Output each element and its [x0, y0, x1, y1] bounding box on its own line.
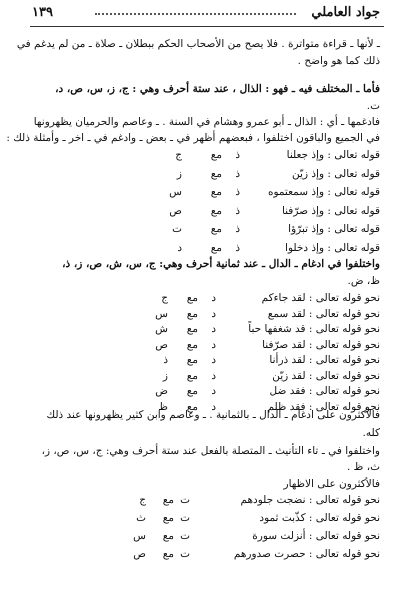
example-target-letter: ض [155, 385, 168, 397]
example-text: نحو قوله تعالى : قد شغفها حباً [248, 323, 380, 335]
example-with: مع [162, 494, 174, 506]
text-line-2: ذلك كما هو واضح . [297, 55, 380, 67]
example-text: نحو قوله تعالى : حصرت صدورهم [233, 548, 380, 560]
example-with: مع [210, 149, 222, 161]
example-target-letter: ص [169, 204, 182, 217]
example-letter: د [211, 369, 216, 382]
example-text: نحو قوله تعالى : كذّبت ثمود [259, 512, 380, 524]
example-letter: ذ [235, 241, 240, 254]
example-text: قوله تعالى : وإذ تبرّؤا [288, 223, 380, 235]
example-with: مع [186, 400, 198, 413]
example-with: مع [186, 307, 198, 320]
header-rule [30, 26, 384, 27]
example-text: قوله تعالى : وإذ جعلنا [286, 149, 380, 161]
example-with: مع [186, 338, 198, 351]
example-letter: د [211, 307, 216, 320]
example-text: نحو قوله تعالى : فقد ظلم [267, 400, 380, 413]
example-target-letter: ذ [163, 354, 168, 366]
example-letter: ذ [235, 186, 240, 198]
example-text: نحو قوله تعالى : لقد سمع [267, 307, 380, 320]
example-target-letter: ز [162, 369, 168, 382]
text-line-13: فالأكثرون على الاظهار [283, 478, 380, 490]
example-letter: ذ [235, 149, 240, 161]
example-with: مع [162, 548, 174, 560]
example-with: مع [162, 512, 174, 524]
example-with: مع [186, 354, 198, 366]
example-letter: د [211, 338, 216, 351]
text-line-10: كله. [362, 427, 380, 439]
example-letter: ت [180, 530, 190, 542]
example-text: قوله تعالى : وإذ صرّفنا [281, 204, 380, 217]
example-with: مع [210, 223, 222, 235]
example-text: نحو قوله تعالى : فقد ضل [269, 385, 380, 397]
example-target-letter: ظ [158, 400, 168, 413]
example-text: قوله تعالى : وإذ دخلوا [285, 241, 380, 254]
example-text: نحو قوله تعالى : لقد صرّفنا [262, 338, 380, 351]
example-with: مع [210, 204, 222, 217]
example-with: مع [186, 323, 198, 335]
example-target-letter: س [155, 307, 168, 320]
example-target-letter: ص [155, 338, 168, 351]
example-letter: ت [180, 548, 190, 560]
example-text: نحو قوله تعالى : أنزلت سورة [252, 530, 380, 542]
example-target-letter: ث [136, 512, 146, 524]
example-target-letter: س [133, 530, 146, 542]
example-letter: ذ [235, 223, 240, 235]
example-target-letter: س [169, 186, 182, 198]
example-with: مع [210, 167, 222, 180]
example-text: قوله تعالى : وإذ زيّن [292, 167, 380, 180]
text-line-3: فأما ـ المختلف فيه ـ فهو : الذال ، عند ستة أحرف وهي : ج، ز، س، ص، د، [55, 83, 380, 95]
example-with: مع [186, 385, 198, 397]
example-letter: د [211, 385, 216, 397]
example-text: نحو قوله تعالى : لقد جاءكم [261, 292, 380, 304]
example-target-letter: ج [139, 494, 146, 506]
example-letter: د [211, 400, 216, 413]
example-letter: د [211, 292, 216, 304]
example-text: نحو قوله تعالى : لقد ذرأنا [269, 354, 380, 366]
text-line-12: ث، ظ . [347, 461, 380, 473]
example-target-letter: ج [161, 292, 168, 304]
text-line-4: ت. [366, 100, 380, 112]
example-target-letter: ص [133, 548, 146, 560]
example-text: نحو قوله تعالى : لقد زيّن [272, 369, 380, 382]
text-line-1: ـ لأنها ـ قراءة متواترة . فلا يصح من الأصحاب الحكم ببطلان ـ صلاة ـ من لم يدغم في [16, 38, 380, 50]
example-with: مع [186, 292, 198, 304]
example-text: قوله تعالى : وإذ سمعتموه [267, 186, 380, 198]
running-title: جواد العاملي [311, 5, 380, 20]
text-line-9: فالأكثرون على ادغام ـ الدال ـ بالثمانية . ـ وعاصم وابن كثير يظهرونها عند ذلك [46, 409, 380, 421]
example-with: مع [186, 369, 198, 382]
example-with: مع [162, 530, 174, 542]
text-line-7: واختلفوا في ادغام ـ الدال ـ عند ثمانية أحرف وهي: ج، س، ش، ص، ز، ذ، [62, 258, 380, 270]
example-letter: ت [180, 494, 190, 506]
text-line-8: ظ، ض. [347, 275, 380, 287]
example-letter: ت [180, 512, 190, 524]
example-target-letter: ز [176, 167, 182, 180]
header-dots [95, 13, 296, 15]
text-line-5: فادغمها ـ أي : الذال ـ أبو عمرو وهشام في السنة . ـ وعاصم والحرميان يظهرونها [33, 116, 380, 128]
example-target-letter: د [177, 241, 182, 254]
example-letter: ذ [235, 167, 240, 180]
example-target-letter: ج [175, 149, 182, 161]
example-with: مع [210, 241, 222, 254]
text-line-6: في الجميع والباقون اختلفوا ، فبعضهم أظهر في ـ بعض ـ وادغم في ـ اخر ـ وأمثلة ذلك : [6, 132, 380, 144]
example-target-letter: ت [172, 223, 182, 235]
example-letter: د [211, 354, 216, 366]
example-letter: د [211, 323, 216, 335]
example-text: نحو قوله تعالى : نضجت جلودهم [240, 494, 380, 506]
page-number: ١٣٩ [32, 5, 53, 20]
example-letter: ذ [235, 204, 240, 217]
example-with: مع [210, 186, 222, 198]
example-target-letter: ش [155, 323, 168, 335]
text-line-11: واختلفوا في ـ تاء التأنيث ـ المتصلة بالفعل عند ستة أحرف وهي: ج، س، ص، ز، [41, 445, 380, 457]
